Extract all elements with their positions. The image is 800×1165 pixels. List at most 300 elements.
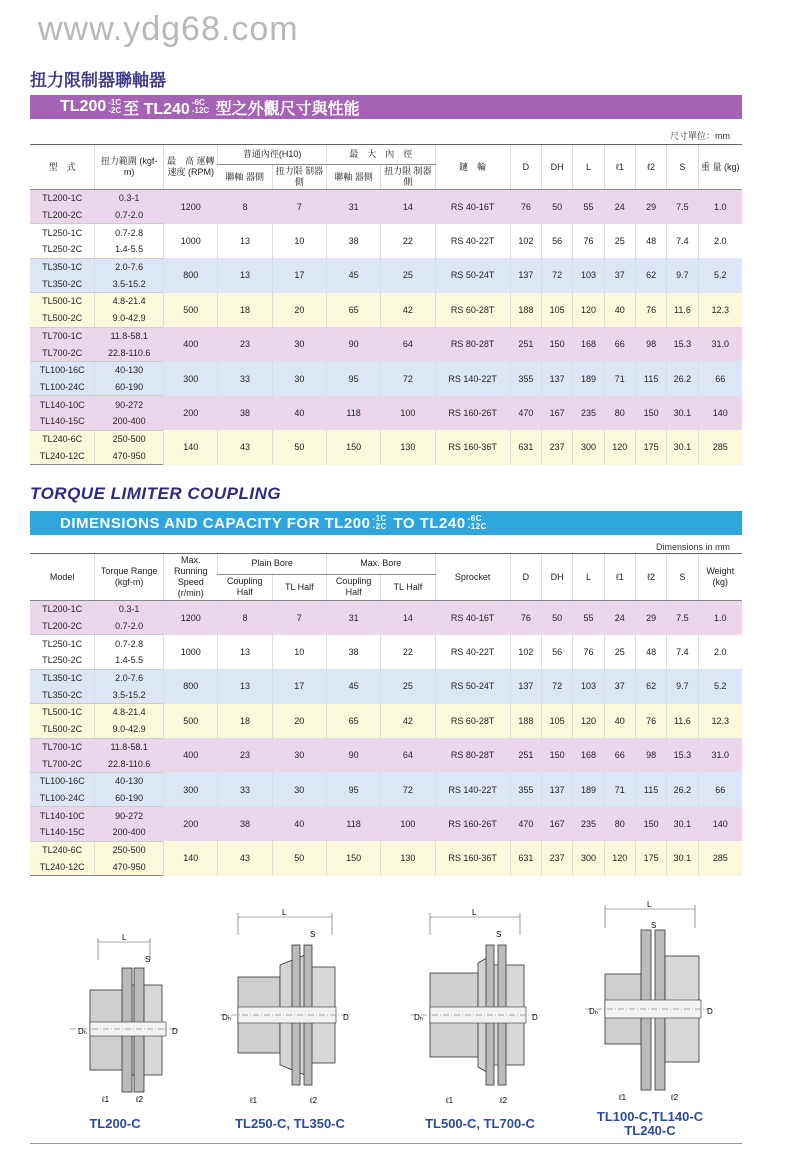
cell-D: 251 bbox=[510, 738, 541, 772]
cell-max-bore-tl: 42 bbox=[381, 293, 435, 327]
table-row bbox=[30, 430, 742, 447]
cell-L: 189 bbox=[573, 361, 604, 395]
cell-torque: 0.3-1 bbox=[95, 190, 164, 207]
cell-max-bore-tl: 100 bbox=[381, 807, 435, 841]
cell-speed: 300 bbox=[164, 361, 218, 395]
cell-torque: 250-500 bbox=[95, 841, 164, 858]
cell-max-bore-tl: 64 bbox=[381, 327, 435, 361]
table-row bbox=[30, 224, 742, 241]
header-weight: Weight (kg) bbox=[698, 554, 742, 601]
cell-sprocket: RS 40-22T bbox=[435, 224, 510, 258]
dim-DH-label: Dₕ bbox=[78, 1027, 88, 1036]
cell-L: 235 bbox=[573, 807, 604, 841]
cell-model: TL700-1C bbox=[42, 330, 83, 341]
cell-max-bore-coupling: 118 bbox=[326, 396, 380, 430]
cell-plain-bore-coupling: 13 bbox=[218, 635, 272, 669]
cell-weight: 140 bbox=[698, 396, 742, 430]
cell-model: TL240-12C bbox=[30, 858, 95, 875]
cell-torque: 0.7-2.8 bbox=[95, 224, 164, 241]
cell-speed: 500 bbox=[164, 704, 218, 738]
header-S: S bbox=[667, 145, 698, 190]
cell-max-bore-coupling: 45 bbox=[326, 669, 380, 703]
cell-D: 631 bbox=[510, 841, 541, 875]
cell-weight: 2.0 bbox=[698, 224, 742, 258]
dim-S-label: S bbox=[310, 930, 316, 939]
dim-L-label: L bbox=[472, 908, 477, 917]
cell-D: 102 bbox=[510, 635, 541, 669]
table-row bbox=[30, 190, 742, 207]
diagram-caption-3: TL500-C, TL700-C bbox=[425, 1116, 535, 1131]
band-stack-2: -6C -12C bbox=[467, 514, 487, 531]
cell-sprocket: RS 80-28T bbox=[435, 327, 510, 361]
dim-l1-label: ℓ1 bbox=[619, 1093, 627, 1102]
table-row bbox=[30, 841, 742, 858]
dim-D-label: D bbox=[343, 1013, 349, 1022]
cell-model: TL100-16C bbox=[39, 776, 85, 787]
table-row bbox=[30, 293, 742, 310]
cell-DH: 150 bbox=[542, 738, 573, 772]
cell-weight: 5.2 bbox=[698, 669, 742, 703]
cell-L: 168 bbox=[573, 738, 604, 772]
header-torque: Torque Range (kgf-m) bbox=[95, 554, 164, 601]
cell-speed: 800 bbox=[164, 669, 218, 703]
cell-D: 76 bbox=[510, 190, 541, 224]
en-section-title: TORQUE LIMITER COUPLING bbox=[30, 484, 282, 503]
cell-S: 15.3 bbox=[667, 738, 698, 772]
cell-torque: 2.0-7.6 bbox=[95, 258, 164, 275]
band-post: 型之外觀尺寸與性能 bbox=[211, 100, 360, 118]
dim-D-label: D bbox=[707, 1007, 713, 1016]
cell-max-bore-coupling: 65 bbox=[326, 293, 380, 327]
cell-l2: 29 bbox=[635, 601, 666, 635]
cell-sprocket: RS 60-28T bbox=[435, 704, 510, 738]
cell-sprocket: RS 50-24T bbox=[435, 258, 510, 292]
cell-l1: 80 bbox=[604, 807, 635, 841]
table-row bbox=[30, 738, 742, 755]
cell-plain-bore-coupling: 43 bbox=[218, 841, 272, 875]
cell-plain-bore-coupling: 13 bbox=[218, 669, 272, 703]
cell-plain-bore-tl: 10 bbox=[272, 635, 326, 669]
cell-weight: 31.0 bbox=[698, 327, 742, 361]
cell-model: TL200-2C bbox=[30, 207, 95, 224]
cn-section-band bbox=[30, 95, 742, 119]
cell-l1: 24 bbox=[604, 601, 635, 635]
cell-S: 30.1 bbox=[667, 430, 698, 464]
header-coupling-half: 聯軸 器側 bbox=[218, 165, 272, 190]
cell-max-bore-tl: 100 bbox=[381, 396, 435, 430]
cell-l1: 40 bbox=[604, 704, 635, 738]
cell-max-bore-coupling: 65 bbox=[326, 704, 380, 738]
cell-model: TL500-2C bbox=[30, 721, 95, 738]
cell-weight: 285 bbox=[698, 841, 742, 875]
header-DH: DH bbox=[542, 145, 573, 190]
cell-model: TL500-2C bbox=[30, 310, 95, 327]
dim-L-label: L bbox=[122, 933, 127, 942]
cell-D: 137 bbox=[510, 669, 541, 703]
cell-D: 470 bbox=[510, 807, 541, 841]
cell-plain-bore-tl: 40 bbox=[272, 396, 326, 430]
cell-torque: 90-272 bbox=[95, 807, 164, 824]
cell-weight: 285 bbox=[698, 430, 742, 464]
cell-L: 189 bbox=[573, 772, 604, 806]
cell-plain-bore-coupling: 8 bbox=[218, 601, 272, 635]
cell-sprocket: RS 140-22T bbox=[435, 772, 510, 806]
cell-l2: 29 bbox=[635, 190, 666, 224]
cell-plain-bore-tl: 30 bbox=[272, 738, 326, 772]
cell-model: TL250-2C bbox=[30, 241, 95, 258]
cell-l1: 37 bbox=[604, 669, 635, 703]
cell-D: 76 bbox=[510, 601, 541, 635]
header-l2: ℓ2 bbox=[635, 145, 666, 190]
cell-max-bore-coupling: 31 bbox=[326, 601, 380, 635]
cell-model: TL240-12C bbox=[30, 447, 95, 464]
cell-DH: 56 bbox=[542, 224, 573, 258]
cell-max-bore-coupling: 150 bbox=[326, 430, 380, 464]
header-model: Model bbox=[30, 554, 95, 601]
cell-model: TL700-1C bbox=[42, 741, 83, 752]
header-tl-half: TL Half bbox=[272, 574, 326, 600]
cell-sprocket: RS 50-24T bbox=[435, 669, 510, 703]
cell-max-bore-coupling: 118 bbox=[326, 807, 380, 841]
cell-plain-bore-coupling: 18 bbox=[218, 704, 272, 738]
cell-plain-bore-coupling: 13 bbox=[218, 258, 272, 292]
cell-sprocket: RS 40-16T bbox=[435, 601, 510, 635]
cell-D: 137 bbox=[510, 258, 541, 292]
cell-model: TL250-1C bbox=[42, 638, 83, 649]
diagram-tl100-tl140-tl240 bbox=[575, 900, 725, 1105]
cell-max-bore-coupling: 90 bbox=[326, 327, 380, 361]
cell-torque: 40-130 bbox=[95, 772, 164, 789]
cell-torque: 200-400 bbox=[95, 413, 164, 430]
cell-D: 251 bbox=[510, 327, 541, 361]
cell-model: TL250-1C bbox=[42, 227, 83, 238]
cell-max-bore-tl: 72 bbox=[381, 772, 435, 806]
cell-torque: 60-190 bbox=[95, 379, 164, 396]
cell-l2: 62 bbox=[635, 669, 666, 703]
cell-weight: 2.0 bbox=[698, 635, 742, 669]
header-D: D bbox=[510, 145, 541, 190]
cell-L: 55 bbox=[573, 601, 604, 635]
cell-speed: 1000 bbox=[164, 224, 218, 258]
cell-DH: 72 bbox=[542, 258, 573, 292]
diagram-tl200 bbox=[50, 930, 200, 1110]
cell-l1: 66 bbox=[604, 327, 635, 361]
cell-l1: 71 bbox=[604, 772, 635, 806]
header-coupling-half: 聯軸 器側 bbox=[326, 165, 380, 190]
table-row bbox=[30, 258, 742, 275]
dim-S-label: S bbox=[145, 955, 151, 964]
cell-DH: 237 bbox=[542, 430, 573, 464]
cell-plain-bore-tl: 30 bbox=[272, 327, 326, 361]
diagram-tl250-tl350 bbox=[210, 905, 360, 1110]
cn-section-title: 扭力限制器聯軸器 bbox=[30, 71, 166, 91]
cell-max-bore-coupling: 45 bbox=[326, 258, 380, 292]
cell-torque: 22.8-110.6 bbox=[95, 755, 164, 772]
cell-plain-bore-tl: 30 bbox=[272, 772, 326, 806]
header-tl-half: TL Half bbox=[381, 574, 435, 600]
cell-torque: 0.7-2.0 bbox=[95, 618, 164, 635]
cell-D: 188 bbox=[510, 704, 541, 738]
cell-D: 355 bbox=[510, 361, 541, 395]
cell-weight: 12.3 bbox=[698, 704, 742, 738]
cell-model: TL200-1C bbox=[42, 604, 83, 615]
dim-DH-label: Dₕ bbox=[222, 1013, 232, 1022]
cell-plain-bore-coupling: 38 bbox=[218, 807, 272, 841]
cell-weight: 140 bbox=[698, 807, 742, 841]
table-row bbox=[30, 327, 742, 344]
dim-L-label: L bbox=[282, 908, 287, 917]
cell-model: TL100-16C bbox=[39, 365, 85, 376]
cell-DH: 72 bbox=[542, 669, 573, 703]
cell-max-bore-tl: 72 bbox=[381, 361, 435, 395]
cell-S: 7.5 bbox=[667, 601, 698, 635]
cell-max-bore-tl: 64 bbox=[381, 738, 435, 772]
cell-speed: 1200 bbox=[164, 601, 218, 635]
cell-l1: 25 bbox=[604, 224, 635, 258]
header-L: L bbox=[573, 554, 604, 601]
cell-plain-bore-coupling: 23 bbox=[218, 327, 272, 361]
cell-torque: 1.4-5.5 bbox=[95, 241, 164, 258]
cell-l2: 76 bbox=[635, 293, 666, 327]
cell-S: 30.1 bbox=[667, 396, 698, 430]
cell-weight: 5.2 bbox=[698, 258, 742, 292]
cell-torque: 22.8-110.6 bbox=[95, 344, 164, 361]
cell-model: TL350-2C bbox=[30, 275, 95, 292]
header-max-bore: 最 大 內 徑 bbox=[326, 145, 435, 165]
band-stack-1: -1C -2C bbox=[372, 514, 387, 531]
cell-torque: 3.5-15.2 bbox=[95, 275, 164, 292]
cell-torque: 0.3-1 bbox=[95, 601, 164, 618]
cell-DH: 50 bbox=[542, 601, 573, 635]
cell-model: TL250-2C bbox=[30, 652, 95, 669]
cell-model: TL240-6C bbox=[42, 433, 83, 444]
cell-weight: 12.3 bbox=[698, 293, 742, 327]
dim-l2-label: ℓ2 bbox=[500, 1096, 508, 1105]
band-pre: TL200 bbox=[60, 98, 107, 115]
header-weight: 重 量 (kg) bbox=[698, 145, 742, 190]
cell-torque: 4.8-21.4 bbox=[95, 293, 164, 310]
cell-l1: 66 bbox=[604, 738, 635, 772]
cell-L: 168 bbox=[573, 327, 604, 361]
cell-model: TL140-10C bbox=[39, 399, 85, 410]
band-stack-1: -1C -2C bbox=[108, 98, 122, 115]
cell-l2: 98 bbox=[635, 738, 666, 772]
cell-D: 102 bbox=[510, 224, 541, 258]
header-torque: 扭力範圍 (kgf-m) bbox=[95, 145, 164, 190]
cell-DH: 56 bbox=[542, 635, 573, 669]
cell-plain-bore-coupling: 23 bbox=[218, 738, 272, 772]
dim-DH-label: Dₕ bbox=[414, 1013, 424, 1022]
cell-max-bore-coupling: 90 bbox=[326, 738, 380, 772]
cell-sprocket: RS 160-36T bbox=[435, 841, 510, 875]
cell-model: TL100-24C bbox=[30, 379, 95, 396]
cell-torque: 3.5-15.2 bbox=[95, 686, 164, 703]
cell-S: 9.7 bbox=[667, 669, 698, 703]
band-pre: DIMENSIONS AND CAPACITY FOR TL200 bbox=[60, 514, 371, 532]
cell-model: TL700-2C bbox=[30, 755, 95, 772]
dim-l2-label: ℓ2 bbox=[671, 1093, 679, 1102]
header-plain-bore: Plain Bore bbox=[218, 554, 327, 575]
cell-S: 11.6 bbox=[667, 704, 698, 738]
cell-plain-bore-coupling: 43 bbox=[218, 430, 272, 464]
cell-l2: 115 bbox=[635, 361, 666, 395]
cell-torque: 470-950 bbox=[95, 858, 164, 875]
header-l1: ℓ1 bbox=[604, 145, 635, 190]
dim-l1-label: ℓ1 bbox=[446, 1096, 454, 1105]
cell-model: TL200-1C bbox=[42, 193, 83, 204]
cell-speed: 200 bbox=[164, 396, 218, 430]
cell-L: 235 bbox=[573, 396, 604, 430]
cell-torque: 11.8-58.1 bbox=[95, 327, 164, 344]
dim-S-label: S bbox=[651, 921, 657, 930]
cell-sprocket: RS 80-28T bbox=[435, 738, 510, 772]
cell-max-bore-tl: 14 bbox=[381, 190, 435, 224]
dim-l2-label: ℓ2 bbox=[310, 1096, 318, 1105]
cell-plain-bore-tl: 40 bbox=[272, 807, 326, 841]
cell-plain-bore-tl: 50 bbox=[272, 430, 326, 464]
cell-D: 470 bbox=[510, 396, 541, 430]
cell-DH: 105 bbox=[542, 293, 573, 327]
table-row bbox=[30, 361, 742, 378]
table-row bbox=[30, 807, 742, 824]
cell-DH: 137 bbox=[542, 772, 573, 806]
cell-L: 300 bbox=[573, 430, 604, 464]
header-speed: Max. Running Speed (r/min) bbox=[164, 554, 218, 601]
cell-l1: 25 bbox=[604, 635, 635, 669]
cell-DH: 237 bbox=[542, 841, 573, 875]
header-coupling-half: Coupling Half bbox=[218, 574, 272, 600]
cell-model: TL350-2C bbox=[30, 686, 95, 703]
cell-max-bore-coupling: 95 bbox=[326, 772, 380, 806]
cell-S: 15.3 bbox=[667, 327, 698, 361]
cell-S: 7.5 bbox=[667, 190, 698, 224]
header-model: 型 式 bbox=[30, 145, 95, 190]
cell-plain-bore-coupling: 33 bbox=[218, 361, 272, 395]
cell-l2: 98 bbox=[635, 327, 666, 361]
cell-max-bore-tl: 25 bbox=[381, 258, 435, 292]
cell-l1: 40 bbox=[604, 293, 635, 327]
bottom-rule bbox=[30, 1143, 742, 1144]
cell-max-bore-coupling: 150 bbox=[326, 841, 380, 875]
cell-torque: 470-950 bbox=[95, 447, 164, 464]
cell-model: TL100-24C bbox=[30, 790, 95, 807]
cell-max-bore-coupling: 31 bbox=[326, 190, 380, 224]
cell-L: 76 bbox=[573, 224, 604, 258]
cell-plain-bore-tl: 20 bbox=[272, 293, 326, 327]
cell-speed: 140 bbox=[164, 841, 218, 875]
cell-speed: 300 bbox=[164, 772, 218, 806]
table-row bbox=[30, 772, 742, 789]
cell-l2: 175 bbox=[635, 430, 666, 464]
dim-L-label: L bbox=[647, 900, 652, 909]
cell-max-bore-coupling: 38 bbox=[326, 635, 380, 669]
cell-weight: 66 bbox=[698, 361, 742, 395]
cell-sprocket: RS 40-16T bbox=[435, 190, 510, 224]
table-row bbox=[30, 396, 742, 413]
cell-max-bore-tl: 42 bbox=[381, 704, 435, 738]
cell-plain-bore-tl: 17 bbox=[272, 669, 326, 703]
dim-D-label: D bbox=[532, 1013, 538, 1022]
cell-torque: 2.0-7.6 bbox=[95, 669, 164, 686]
cell-D: 631 bbox=[510, 430, 541, 464]
cell-max-bore-tl: 22 bbox=[381, 635, 435, 669]
cell-DH: 167 bbox=[542, 807, 573, 841]
cell-plain-bore-tl: 10 bbox=[272, 224, 326, 258]
cell-torque: 0.7-2.8 bbox=[95, 635, 164, 652]
dim-l1-label: ℓ1 bbox=[250, 1096, 258, 1105]
cell-l1: 80 bbox=[604, 396, 635, 430]
en-section-band bbox=[30, 511, 742, 535]
cell-l2: 115 bbox=[635, 772, 666, 806]
cell-speed: 1000 bbox=[164, 635, 218, 669]
cell-torque: 1.4-5.5 bbox=[95, 652, 164, 669]
en-spec-table bbox=[30, 553, 742, 876]
cell-model: TL700-2C bbox=[30, 344, 95, 361]
cell-L: 103 bbox=[573, 669, 604, 703]
header-tl-half: 扭力限 制器側 bbox=[272, 165, 326, 190]
cell-torque: 4.8-21.4 bbox=[95, 704, 164, 721]
cell-L: 76 bbox=[573, 635, 604, 669]
cn-spec-table bbox=[30, 144, 742, 465]
cell-model: TL350-1C bbox=[42, 262, 83, 273]
cell-sprocket: RS 160-26T bbox=[435, 396, 510, 430]
cell-weight: 66 bbox=[698, 772, 742, 806]
cell-max-bore-tl: 130 bbox=[381, 430, 435, 464]
cell-model: TL140-15C bbox=[30, 413, 95, 430]
cell-model: TL240-6C bbox=[42, 844, 83, 855]
cell-plain-bore-tl: 7 bbox=[272, 601, 326, 635]
diagram-caption-4 bbox=[570, 1110, 730, 1138]
cell-plain-bore-tl: 7 bbox=[272, 190, 326, 224]
cell-S: 30.1 bbox=[667, 807, 698, 841]
cell-torque: 200-400 bbox=[95, 824, 164, 841]
cell-speed: 800 bbox=[164, 258, 218, 292]
cell-D: 188 bbox=[510, 293, 541, 327]
cell-plain-bore-coupling: 13 bbox=[218, 224, 272, 258]
cell-speed: 1200 bbox=[164, 190, 218, 224]
cell-model: TL200-2C bbox=[30, 618, 95, 635]
cn-unit-note: 尺寸單位：mm bbox=[670, 131, 730, 141]
cell-S: 7.4 bbox=[667, 635, 698, 669]
cell-plain-bore-coupling: 38 bbox=[218, 396, 272, 430]
header-speed: 最 高 運轉速度 (RPM) bbox=[164, 145, 218, 190]
cell-weight: 31.0 bbox=[698, 738, 742, 772]
diagram-caption-4-line1: TL100-C,TL140-C bbox=[596, 1109, 704, 1124]
cell-weight: 1.0 bbox=[698, 190, 742, 224]
cell-plain-bore-coupling: 18 bbox=[218, 293, 272, 327]
cell-torque: 0.7-2.0 bbox=[95, 207, 164, 224]
cell-sprocket: RS 140-22T bbox=[435, 361, 510, 395]
cell-speed: 200 bbox=[164, 807, 218, 841]
cell-S: 26.2 bbox=[667, 772, 698, 806]
cell-S: 26.2 bbox=[667, 361, 698, 395]
dim-S-label: S bbox=[496, 930, 502, 939]
cell-l2: 150 bbox=[635, 396, 666, 430]
dim-l1-label: ℓ1 bbox=[102, 1095, 110, 1104]
cell-L: 300 bbox=[573, 841, 604, 875]
cell-l2: 76 bbox=[635, 704, 666, 738]
diagram-tl500-tl700 bbox=[400, 905, 550, 1110]
diagram-caption-4-line2: TL240-C bbox=[624, 1123, 676, 1138]
cell-max-bore-tl: 14 bbox=[381, 601, 435, 635]
cell-l2: 62 bbox=[635, 258, 666, 292]
en-unit-note: Dimensions in mm bbox=[655, 542, 730, 552]
cell-l1: 37 bbox=[604, 258, 635, 292]
cell-plain-bore-tl: 30 bbox=[272, 361, 326, 395]
cell-torque: 40-130 bbox=[95, 361, 164, 378]
cell-torque: 9.0-42.9 bbox=[95, 721, 164, 738]
cell-sprocket: RS 40-22T bbox=[435, 635, 510, 669]
